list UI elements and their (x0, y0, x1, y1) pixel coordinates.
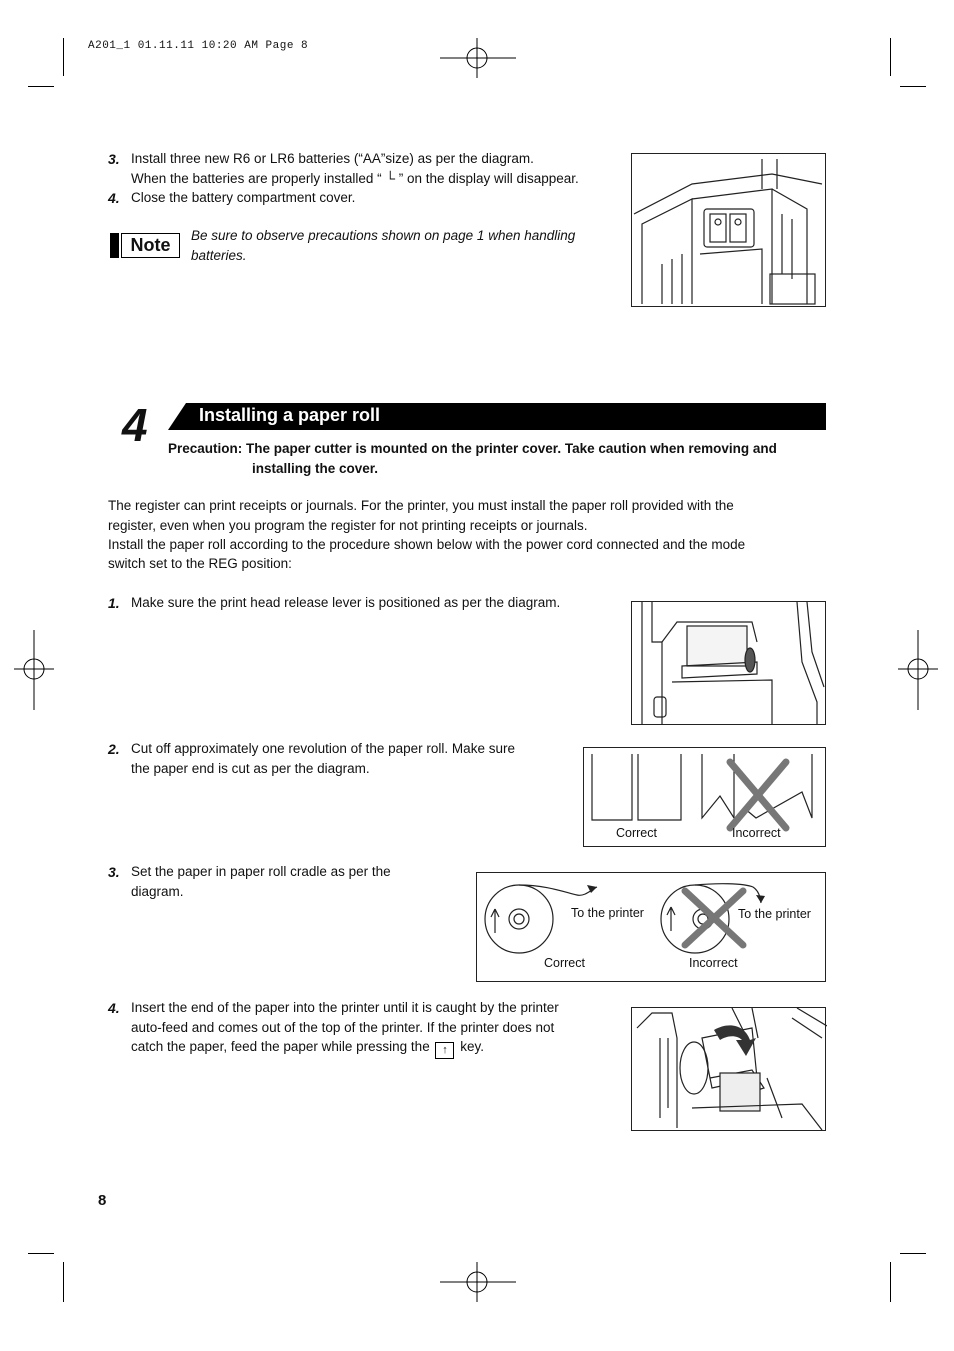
crop-mark (890, 1262, 891, 1302)
section-title: Installing a paper roll (199, 405, 381, 425)
precaution-text: Precaution: The paper cutter is mounted on the printer cover. Take caution when removing and (168, 441, 777, 456)
battery-compartment-illustration (631, 153, 826, 307)
crop-mark (28, 1253, 54, 1254)
cradle-incorrect-caption: Incorrect (689, 956, 738, 970)
battery-step-text: When the batteries are properly installed “ └ ” on the display will disappear. (131, 171, 579, 186)
note-text: Be sure to observe precautions shown on page 1 when handling (191, 228, 576, 243)
step-text: diagram. (131, 884, 184, 899)
crop-mark (63, 1262, 64, 1302)
registration-mark-right (898, 630, 938, 710)
battery-step-text: Close the battery compartment cover. (131, 190, 356, 205)
note-badge (110, 233, 180, 258)
paper-feed-key-icon: ↑ (435, 1042, 454, 1059)
step-text: auto-feed and comes out of the top of the printer. If the printer does not (131, 1020, 555, 1035)
paper-cradle-illustration (476, 872, 826, 982)
crop-mark (28, 86, 54, 87)
battery-step-number: 3. (108, 151, 120, 167)
intro-text: register, even when you program the register for not printing receipts or journals. (108, 518, 588, 533)
cut-correct-caption: Correct (616, 826, 657, 840)
paper-insert-illustration (631, 1007, 826, 1131)
precaution-text: installing the cover. (252, 461, 379, 476)
crop-mark (890, 38, 891, 76)
step-number: 2. (108, 741, 120, 757)
cradle-to-printer-left: To the printer (571, 906, 644, 920)
step-text: Make sure the print head release lever is positioned as per the diagram. (131, 595, 561, 610)
print-slug: A201_1 01.11.11 10:20 AM Page 8 (88, 40, 309, 52)
step-text: Cut off approximately one revolution of the paper roll. Make sure (131, 741, 515, 756)
section-title-bar (168, 403, 826, 430)
battery-step-text: Install three new R6 or LR6 batteries (“AA”size) as per the diagram. (131, 151, 534, 166)
note-label: Note (121, 233, 180, 258)
paper-insert-drawing (632, 1008, 827, 1132)
intro-text: switch set to the REG position: (108, 556, 292, 571)
cradle-correct-caption: Correct (544, 956, 585, 970)
section-number: 4 (122, 399, 148, 451)
step-text: Insert the end of the paper into the printer until it is caught by the printer (131, 1000, 559, 1015)
paper-cradle-drawing (477, 873, 827, 983)
step-number: 1. (108, 595, 120, 611)
intro-text: The register can print receipts or journals. For the printer, you must install the paper roll provided with the (108, 498, 734, 513)
step-text: catch the paper, feed the paper while pressing the (131, 1039, 430, 1054)
section-bar-notch (168, 403, 190, 430)
page-number: 8 (98, 1192, 107, 1209)
step-number: 4. (108, 1000, 120, 1016)
print-head-lever-illustration (631, 601, 826, 725)
note-badge-marker (110, 233, 119, 258)
cradle-to-printer-right: To the printer (738, 907, 811, 921)
paper-cut-illustration (583, 747, 826, 847)
intro-text: Install the paper roll according to the procedure shown below with the power cord connected and the mode (108, 537, 746, 552)
step-text: key. (460, 1039, 484, 1054)
step-number: 3. (108, 864, 120, 880)
crop-mark (900, 86, 926, 87)
crop-mark (63, 38, 64, 76)
cut-incorrect-caption: Incorrect (732, 826, 781, 840)
step-text: the paper end is cut as per the diagram. (131, 761, 370, 776)
battery-step-number: 4. (108, 190, 120, 206)
battery-compartment-drawing (632, 154, 827, 308)
step-text-with-key (131, 1037, 484, 1059)
print-head-lever-drawing (632, 602, 827, 726)
note-text: batteries. (191, 248, 247, 263)
crop-mark (900, 1253, 926, 1254)
step-text: Set the paper in paper roll cradle as per the (131, 864, 391, 879)
registration-mark-top (440, 38, 516, 78)
registration-mark-left (14, 630, 54, 710)
registration-mark-bottom (440, 1262, 516, 1302)
